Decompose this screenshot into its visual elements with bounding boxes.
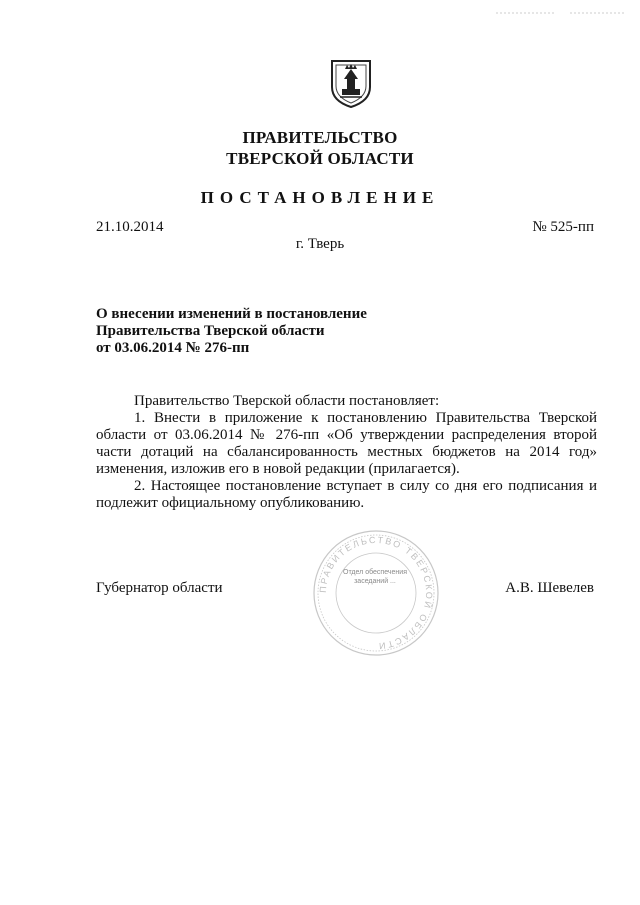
document-body — [96, 393, 597, 512]
document-date: 21.10.2014 — [96, 219, 164, 235]
body-intro: Правительство Тверской области постановляет: — [134, 393, 440, 409]
signer-name: А.В. Шевелев — [505, 580, 594, 596]
document-type: ПОСТАНОВЛЕНИЕ — [200, 188, 440, 207]
body-item-1: 1. Внести в приложение к постановлению Правительства Тверской области от 03.06.2014 № 276-пп «Об утверждении распределения второй части дотаций на сбалансированность местных бюджетов на 2014 год» изменения, изложив его в новой редакции (прилагается). — [96, 410, 597, 477]
scan-marks — [496, 2, 626, 6]
seal-center-text: Отдел обеспечения заседаний ... — [343, 569, 407, 585]
body-item-2: 2. Настоящее постановление вступает в силу со дня его подписания и подлежит официальному опубликованию. — [96, 478, 597, 511]
seal-ring-text: ПРАВИТЕЛЬСТВО ТВЕРСКОЙ ОБЛАСТИ — [317, 534, 435, 652]
svg-text:ПРАВИТЕЛЬСТВО ТВЕРСКОЙ ОБЛАСТИ — [318, 535, 434, 651]
subject-line-1: О внесении изменений в постановление — [96, 306, 367, 322]
document-subject — [96, 306, 367, 357]
document-number: № 525-пп — [532, 219, 594, 235]
subject-line-3: от 03.06.2014 № 276-пп — [96, 340, 250, 356]
coat-of-arms-icon — [326, 57, 376, 109]
document-city: г. Тверь — [295, 236, 345, 252]
official-seal-icon — [311, 528, 441, 658]
signer-title: Губернатор области — [96, 580, 223, 596]
subject-line-2: Правительства Тверской области — [96, 323, 325, 339]
org-title-line1: ПРАВИТЕЛЬСТВО — [242, 128, 398, 147]
org-title-line2: ТВЕРСКОЙ ОБЛАСТИ — [226, 149, 414, 168]
